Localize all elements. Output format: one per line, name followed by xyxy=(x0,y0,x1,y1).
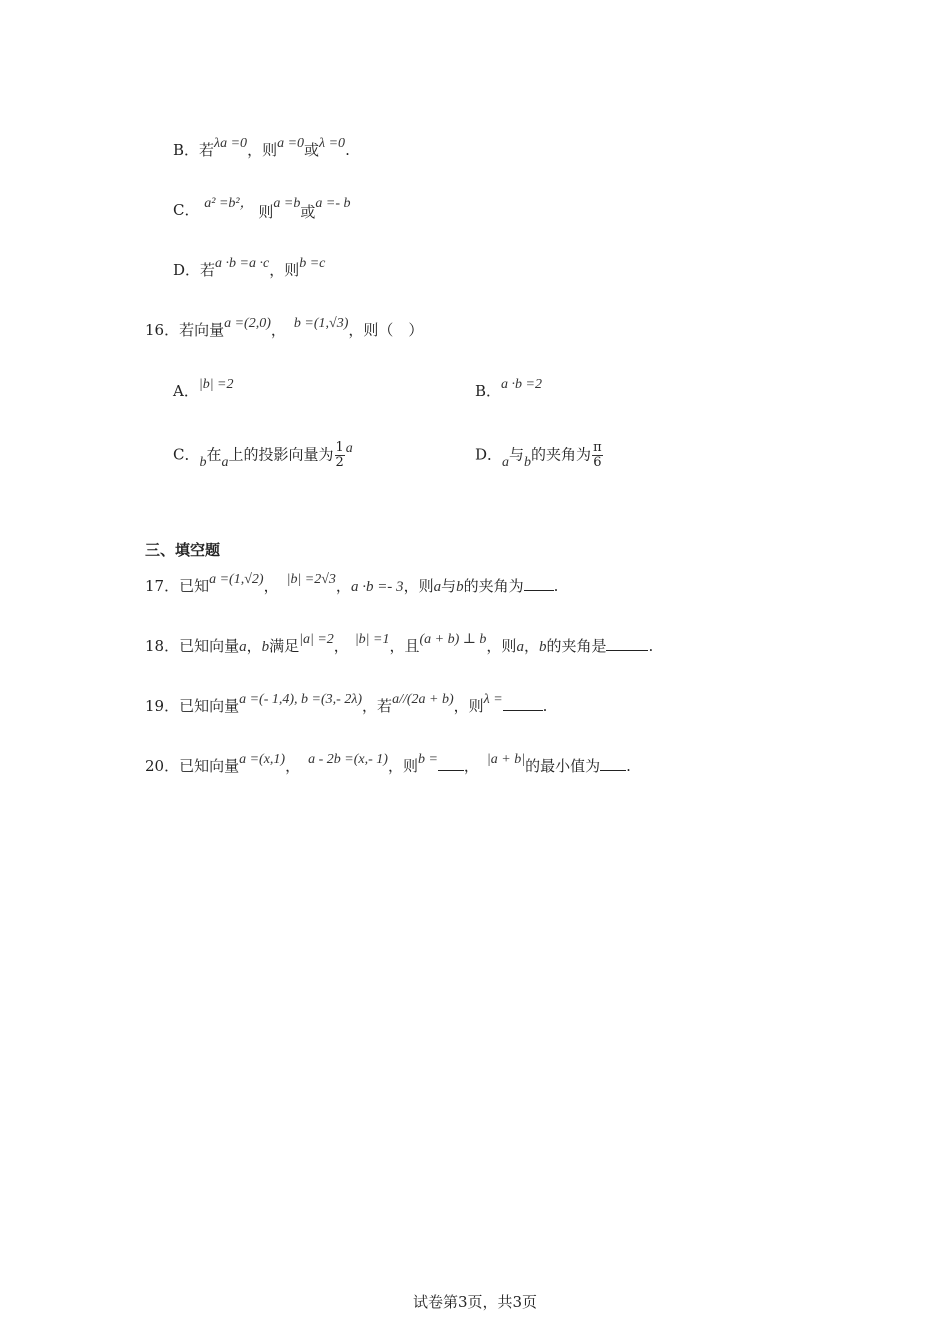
math-expression: a =(- 1,4), b =(3,- 2λ) xyxy=(239,692,363,707)
math-expression: b = xyxy=(417,752,438,767)
math-expression: b =c xyxy=(299,256,326,271)
math-expression: a ·b =- 3 xyxy=(350,579,404,595)
text: ， xyxy=(285,757,301,775)
fraction-numerator: 1 xyxy=(335,440,344,455)
math-expression: λa =0 xyxy=(214,136,248,151)
q16-option-c xyxy=(173,441,353,470)
option-label: C． xyxy=(173,201,200,219)
text: . xyxy=(553,577,559,595)
text: ， xyxy=(463,757,479,775)
option-label: D． xyxy=(173,261,201,279)
text: 若 xyxy=(199,141,215,159)
text: ，则 xyxy=(486,637,517,655)
math-expression: a//(2a + b) xyxy=(392,692,454,707)
text: ， xyxy=(335,577,351,595)
question-20 xyxy=(145,752,631,778)
answer-blank[interactable] xyxy=(606,636,648,651)
option-label: A． xyxy=(173,382,199,400)
text: ，则 xyxy=(387,757,418,775)
q15-option-d xyxy=(173,256,326,282)
text: . xyxy=(345,141,350,159)
text: ，则 xyxy=(269,261,300,279)
text: ， xyxy=(333,637,349,655)
q16-option-a xyxy=(173,377,234,403)
option-label: C． xyxy=(173,445,200,464)
math-expression: a xyxy=(239,639,247,655)
text: 的夹角为 xyxy=(463,577,524,595)
math-expression: a² =b²， xyxy=(204,196,254,211)
text: ， xyxy=(523,637,539,655)
math-expression: |b| =2√3 xyxy=(286,572,336,587)
text: ，若 xyxy=(362,697,393,715)
text: . xyxy=(626,757,631,775)
question-number: 16． xyxy=(145,321,180,339)
text: 与 xyxy=(441,577,457,595)
fraction xyxy=(335,441,345,470)
math-expression: a xyxy=(345,440,353,456)
math-expression: a xyxy=(221,454,229,470)
question-18 xyxy=(145,632,654,658)
fraction-numerator: π xyxy=(593,440,602,455)
math-expression: (a + b) ⊥ b xyxy=(419,632,487,647)
text: 满足 xyxy=(269,637,300,655)
text: . xyxy=(648,637,654,655)
question-number: 17． xyxy=(145,577,180,595)
text: 或 xyxy=(300,203,316,221)
text: 与 xyxy=(509,445,525,464)
math-expression: a ·b =a ·c xyxy=(215,256,270,271)
answer-blank[interactable] xyxy=(600,756,626,771)
text: 在 xyxy=(206,445,222,464)
math-expression: a =(1,√2) xyxy=(209,572,264,587)
math-expression: λ =0 xyxy=(319,136,346,151)
text: ，则 xyxy=(247,141,278,159)
text: 已知向量 xyxy=(179,697,240,715)
answer-blank[interactable] xyxy=(438,756,464,771)
option-label: B． xyxy=(475,382,502,400)
math-expression: a ·b =2 xyxy=(501,377,542,392)
question-17 xyxy=(145,572,559,598)
text: ，则（ ） xyxy=(348,321,424,339)
math-expression: a xyxy=(516,639,524,655)
page-footer: 试卷第3页，共3页 xyxy=(412,1293,538,1311)
text: 或 xyxy=(304,141,320,159)
math-expression: b xyxy=(456,579,464,595)
math-expression: a xyxy=(502,454,510,470)
text: ， xyxy=(246,637,262,655)
text: 已知向量 xyxy=(179,637,240,655)
question-16 xyxy=(145,316,424,342)
answer-blank[interactable] xyxy=(503,696,543,711)
text: 已知向量 xyxy=(179,757,240,775)
question-number: 19． xyxy=(145,697,180,715)
text: 的最小值为 xyxy=(525,757,601,775)
answer-blank[interactable] xyxy=(524,576,554,591)
math-expression: |b| =1 xyxy=(354,632,390,647)
math-expression: a =- b xyxy=(315,196,351,211)
text: 上的投影向量为 xyxy=(228,445,334,464)
math-expression: λ = xyxy=(483,692,503,707)
math-expression: a =(2,0) xyxy=(224,316,271,331)
math-expression: a - 2b =(x,- 1) xyxy=(308,752,388,767)
math-expression: a =(x,1) xyxy=(239,752,286,767)
math-expression: b xyxy=(199,454,207,470)
q16-option-d xyxy=(475,441,604,470)
question-number: 18． xyxy=(145,637,180,655)
math-expression: |a| =2 xyxy=(299,632,334,647)
math-expression: b xyxy=(261,639,270,655)
math-expression: a =0 xyxy=(277,136,305,151)
text: 的夹角为 xyxy=(531,445,592,464)
fraction-denominator: 2 xyxy=(335,455,344,470)
text: 的夹角是 xyxy=(546,637,607,655)
math-expression: a =b xyxy=(273,196,301,211)
text: ，则 xyxy=(453,697,484,715)
text: . xyxy=(542,697,548,715)
q16-option-b xyxy=(475,377,542,403)
math-expression: |b| =2 xyxy=(198,377,234,392)
text: ，且 xyxy=(389,637,420,655)
math-expression: a xyxy=(433,579,442,595)
math-expression: b =(1,√3) xyxy=(293,316,349,331)
math-expression: b xyxy=(538,639,547,655)
option-label: B． xyxy=(173,141,200,159)
text: 已知 xyxy=(179,577,210,595)
fraction xyxy=(592,441,603,470)
text: 则 xyxy=(258,203,274,221)
q15-option-b xyxy=(173,136,350,162)
text: ，则 xyxy=(403,577,434,595)
math-expression: b xyxy=(524,454,532,470)
q15-option-c xyxy=(173,196,351,222)
text: 若向量 xyxy=(179,321,225,339)
question-number: 20． xyxy=(145,757,180,775)
math-expression: |a + b| xyxy=(486,752,526,767)
text: ， xyxy=(270,321,286,339)
section-heading: 三、填空题 xyxy=(145,541,221,559)
fraction-denominator: 6 xyxy=(593,455,602,470)
option-label: D． xyxy=(475,445,503,464)
text: 若 xyxy=(200,261,216,279)
text: ， xyxy=(263,577,279,595)
question-19 xyxy=(145,692,548,718)
